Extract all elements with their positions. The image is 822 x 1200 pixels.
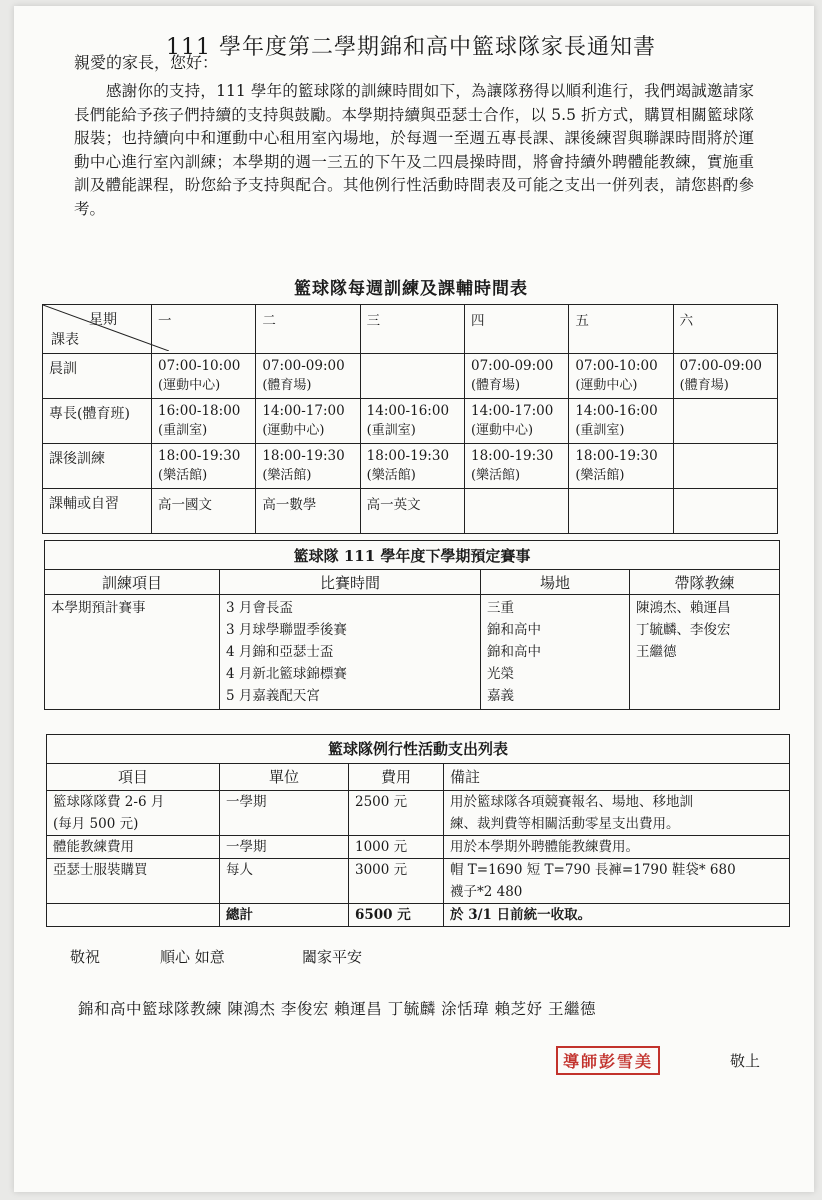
schedule-cell xyxy=(360,399,464,444)
day-header: 三 xyxy=(360,305,464,354)
schedule-cell xyxy=(152,354,256,399)
match-item: 4 月新北籃球錦標賽 xyxy=(226,666,347,682)
schedule-cell-time: 14:00-17:00 xyxy=(470,403,554,419)
schedule-cell-time: 高一國文 xyxy=(158,497,212,513)
expense-unit: 每人 xyxy=(220,859,349,904)
notice-title: 111 學年度第二學期錦和高中籃球隊家長通知書 xyxy=(166,35,656,60)
schedule-cell xyxy=(673,354,777,399)
expense-total-cost: 6500 元 xyxy=(349,904,444,927)
expense-unit: 一學期 xyxy=(220,836,349,859)
venue-item: 三重 xyxy=(487,600,514,616)
expense-unit: 一學期 xyxy=(220,791,349,836)
expense-note xyxy=(444,836,790,859)
schedule-cell-place: (重訓室) xyxy=(158,423,208,438)
expenses-header-row xyxy=(47,764,790,791)
expenses-header: 備註 xyxy=(444,764,790,791)
expense-row xyxy=(47,836,790,859)
events-item: 本學期預計賽事 xyxy=(45,595,220,710)
schedule-row-label: 晨訓 xyxy=(43,354,152,399)
intro-paragraph: 感謝你的支持，111 學年的籃球隊的訓練時間如下，為讓隊務得以順利進行，我們竭誠邀請家長們能給予孩子們持續的支持與鼓勵。本學期持續與亞瑟士合作，以 5.5 折方式，購買相關籃球隊服裝；也持續向中和運動中心租用室內場地，於每週一至週五專長課、課後練習與聯課時間將於運動中心進行室內訓練；本學期的週一三五的下午及二四晨操時間，將會持續外聘體能教練，實施重訓及體能課程，盼您給予支持與配合。其他例行性活動時間表及可能之支出一併列表，請您斟酌參考。 xyxy=(74,82,754,218)
closing-salute: 敬祝 xyxy=(70,948,101,966)
expense-total-row xyxy=(47,904,790,927)
schedule-cell-place: (體育場) xyxy=(679,378,729,393)
schedule-cell-place: (樂活館) xyxy=(158,468,208,483)
schedule-cell xyxy=(152,444,256,489)
schedule-cell xyxy=(360,489,464,534)
schedule-cell-time: 18:00-19:30 xyxy=(262,448,345,464)
expense-note xyxy=(444,791,790,836)
expense-total-blank xyxy=(47,904,220,927)
expense-cost: 3000 元 xyxy=(349,859,444,904)
schedule-cell xyxy=(360,444,464,489)
expenses-caption-row xyxy=(47,735,790,764)
schedule-row-label: 課輔或自習 xyxy=(43,489,152,534)
expense-total-note: 於 3/1 日前統一收取。 xyxy=(444,904,790,927)
schedule-cell-time: 14:00-17:00 xyxy=(262,403,345,419)
corner-timetable-label: 課表 xyxy=(51,332,79,348)
coach-item: 王繼德 xyxy=(636,644,677,660)
events-header: 場地 xyxy=(481,570,630,595)
expense-item-line: 體能教練費用 xyxy=(53,839,134,855)
expense-item-line: 籃球隊隊費 2-6 月 xyxy=(53,794,165,810)
day-header: 二 xyxy=(256,305,360,354)
expense-row xyxy=(47,859,790,904)
venue-item: 錦和高中 xyxy=(487,622,541,638)
schedule-cell-place: (運動中心) xyxy=(158,378,221,393)
schedule-cell xyxy=(152,399,256,444)
schedule-cell-place: (運動中心) xyxy=(575,378,638,393)
schedule-cell-time: 14:00-16:00 xyxy=(575,403,658,419)
match-item: 4 月錦和亞瑟士盃 xyxy=(226,644,334,660)
events-caption-row xyxy=(45,541,780,570)
day-header: 五 xyxy=(569,305,673,354)
expense-item xyxy=(47,859,220,904)
schedule-cell xyxy=(569,354,673,399)
schedule-cell-place: (樂活館) xyxy=(470,468,521,483)
expenses-table xyxy=(46,734,790,927)
schedule-cell xyxy=(464,354,568,399)
coach-item: 陳鴻杰、賴運昌 xyxy=(636,600,731,616)
closing-wish: 闔家平安 xyxy=(302,948,363,966)
schedule-row xyxy=(43,399,778,444)
match-item: 3 月球學聯盟季後賽 xyxy=(226,622,347,638)
expense-item xyxy=(47,836,220,859)
schedule-row xyxy=(43,354,778,399)
corner-weekday-label: 星期 xyxy=(89,312,117,328)
events-header: 訓練項目 xyxy=(45,570,220,595)
venue-item: 錦和高中 xyxy=(487,644,541,660)
expense-note-line: 帽 T=1690 短 T=790 長褲=1790 鞋袋* 680 xyxy=(450,862,736,878)
schedule-cell-place: (樂活館) xyxy=(366,468,416,483)
schedule-cell xyxy=(673,489,777,534)
expense-note-line: 用於本學期外聘體能教練費用。 xyxy=(450,839,639,855)
events-title: 籃球隊 111 學年度下學期預定賽事 xyxy=(45,541,780,570)
expense-item-line: (每月 500 元) xyxy=(53,816,139,832)
events-body-row xyxy=(45,595,780,710)
schedule-corner-cell xyxy=(43,305,152,354)
schedule-cell xyxy=(256,489,360,534)
events-header: 帶隊教練 xyxy=(630,570,780,595)
schedule-cell-time: 07:00-09:00 xyxy=(470,358,554,374)
schedule-cell-time: 14:00-16:00 xyxy=(366,403,450,419)
schedule-cell-place: (重訓室) xyxy=(575,423,625,438)
schedule-row xyxy=(43,489,778,534)
schedule-cell-time: 07:00-09:00 xyxy=(679,358,763,374)
schedule-cell-time: 高一數學 xyxy=(262,497,317,513)
match-item: 3 月會長盃 xyxy=(226,600,293,616)
expense-cost: 2500 元 xyxy=(349,791,444,836)
schedule-cell-time: 07:00-10:00 xyxy=(575,358,658,374)
expense-total-label: 總計 xyxy=(220,904,349,927)
greeting: 親愛的家長，您好： xyxy=(74,53,219,72)
schedule-cell-place: (體育場) xyxy=(262,378,312,393)
expenses-header: 單位 xyxy=(220,764,349,791)
venue-item: 光榮 xyxy=(487,666,514,682)
schedule-cell-time: 18:00-19:30 xyxy=(575,448,658,464)
schedule-cell-place: (運動中心) xyxy=(262,423,325,438)
expenses-header: 項目 xyxy=(47,764,220,791)
day-header: 六 xyxy=(673,305,777,354)
expense-cost: 1000 元 xyxy=(349,836,444,859)
coaches-signature-line: 錦和高中籃球隊教練 陳鴻杰 李俊宏 賴運昌 丁毓麟 涂恬瑋 賴芝妤 王繼德 xyxy=(78,1000,596,1018)
events-coaches-cell xyxy=(630,595,780,710)
events-venues-cell xyxy=(481,595,630,710)
day-header: 四 xyxy=(464,305,568,354)
schedule-row-label: 課後訓練 xyxy=(43,444,152,489)
venue-item: 嘉義 xyxy=(487,688,514,704)
schedule-cell-place: (運動中心) xyxy=(470,423,534,438)
expense-item xyxy=(47,791,220,836)
coach-item: 丁毓麟、李俊宏 xyxy=(636,622,731,638)
regards: 敬上 xyxy=(730,1052,761,1070)
expense-note-line: 襪子*2 480 xyxy=(450,884,523,900)
expense-row xyxy=(47,791,790,836)
schedule-cell-time: 18:00-19:30 xyxy=(366,448,450,464)
expense-note xyxy=(444,859,790,904)
events-header: 比賽時間 xyxy=(220,570,481,595)
schedule-row-label: 專長(體育班) xyxy=(43,399,152,444)
expenses-title: 籃球隊例行性活動支出列表 xyxy=(47,735,790,764)
weekly-schedule-table xyxy=(42,304,778,534)
schedule-cell-place: (重訓室) xyxy=(366,423,416,438)
schedule-cell-time: 07:00-09:00 xyxy=(262,358,345,374)
events-matches-cell xyxy=(220,595,481,710)
schedule-cell xyxy=(464,489,568,534)
schedule-title: 籃球隊每週訓練及課輔時間表 xyxy=(294,279,528,299)
closing-wish: 順心 如意 xyxy=(160,948,225,966)
schedule-cell xyxy=(569,489,673,534)
schedule-cell xyxy=(256,444,360,489)
match-item: 5 月嘉義配天宮 xyxy=(226,688,320,704)
schedule-cell xyxy=(360,354,464,399)
schedule-cell xyxy=(569,444,673,489)
events-table xyxy=(44,540,780,710)
schedule-cell-place: (樂活館) xyxy=(575,468,625,483)
schedule-cell-time: 07:00-10:00 xyxy=(158,358,241,374)
events-header-row xyxy=(45,570,780,595)
schedule-cell xyxy=(569,399,673,444)
schedule-row xyxy=(43,444,778,489)
schedule-cell-place: (體育場) xyxy=(470,378,521,393)
schedule-header-row xyxy=(43,305,778,354)
expense-note-line: 練、裁判費等相關活動零星支出費用。 xyxy=(450,816,680,832)
expense-item-line: 亞瑟士服裝購買 xyxy=(53,862,148,878)
schedule-cell-time: 16:00-18:00 xyxy=(158,403,241,419)
schedule-cell-time: 18:00-19:30 xyxy=(470,448,554,464)
schedule-cell-time: 高一英文 xyxy=(366,497,421,513)
schedule-cell xyxy=(464,399,568,444)
schedule-cell xyxy=(256,399,360,444)
day-header: 一 xyxy=(152,305,256,354)
expense-note-line: 用於籃球隊各項競賽報名、場地、移地訓 xyxy=(450,794,693,810)
schedule-cell xyxy=(464,444,568,489)
schedule-cell-time: 18:00-19:30 xyxy=(158,448,241,464)
schedule-cell xyxy=(256,354,360,399)
schedule-cell-place: (樂活館) xyxy=(262,468,312,483)
teacher-seal-stamp: 導師彭雪美 xyxy=(556,1046,660,1075)
expenses-header: 費用 xyxy=(349,764,444,791)
schedule-cell xyxy=(673,399,777,444)
schedule-cell xyxy=(152,489,256,534)
schedule-cell xyxy=(673,444,777,489)
